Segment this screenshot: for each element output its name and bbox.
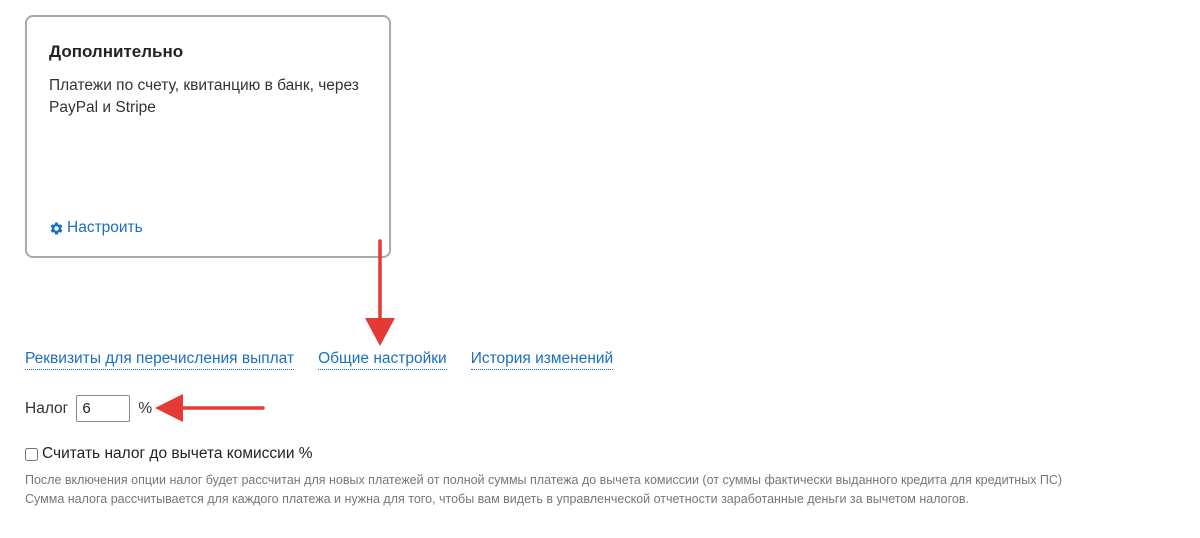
tax-unit: % [138, 399, 153, 417]
configure-label: Настроить [67, 219, 143, 236]
card-description: Платежи по счету, квитанцию в банк, через PayPal и Stripe [49, 77, 359, 116]
tax-note-line-1: После включения опции налог будет рассчитан для новых платежей от полной суммы платежа до вычета комиссии (от суммы фактически выданного кредита для кредитных ПС) [25, 473, 1063, 487]
settings-tabs [25, 350, 637, 370]
tax-note [25, 471, 1175, 509]
left-arrow-annotation [155, 394, 263, 422]
tax-row [25, 395, 152, 422]
tax-note-line-2: Сумма налога рассчитывается для каждого платежа и нужна для того, чтобы вам видеть в управленческой отчетности заработанные деньги за вычетом налогов. [25, 492, 969, 506]
tab-payout-details[interactable]: Реквизиты для перечисления выплат [25, 350, 294, 370]
configure-link[interactable] [49, 219, 143, 237]
tab-change-history[interactable]: История изменений [471, 350, 614, 370]
tax-label: Налог [25, 399, 69, 417]
tab-general-settings[interactable]: Общие настройки [318, 350, 447, 370]
tax-before-commission-checkbox[interactable] [25, 448, 38, 461]
gear-icon [49, 221, 64, 236]
tax-input[interactable] [76, 395, 130, 422]
additional-card [25, 15, 391, 258]
tax-before-commission-row[interactable] [25, 445, 313, 463]
card-title: Дополнительно [49, 42, 184, 61]
tax-before-commission-label: Считать налог до вычета комиссии % [42, 445, 313, 462]
